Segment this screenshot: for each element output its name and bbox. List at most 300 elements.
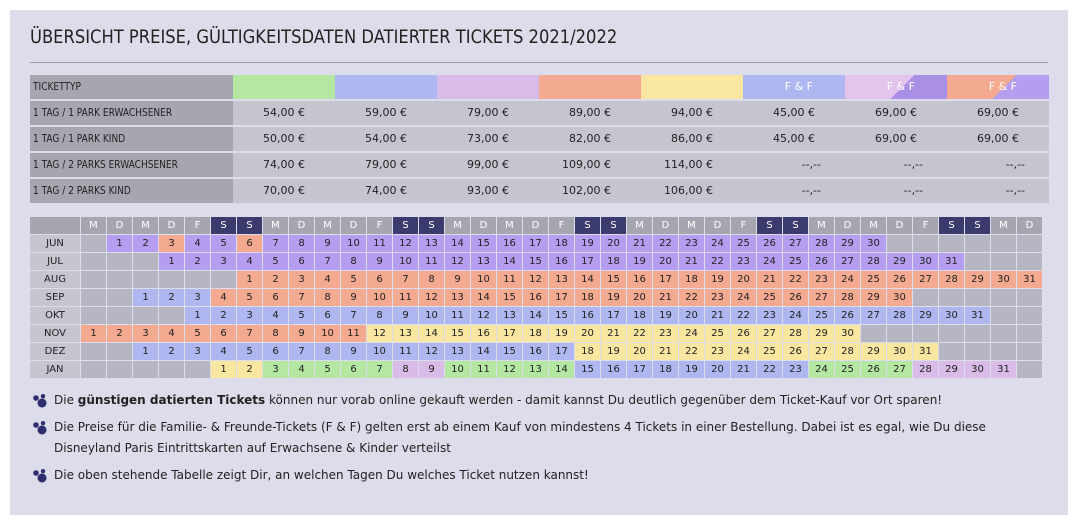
calendar-day: 21 bbox=[627, 235, 652, 252]
calendar-day: 18 bbox=[575, 343, 600, 360]
calendar-day: 7 bbox=[289, 289, 314, 306]
calendar-day: 21 bbox=[653, 343, 678, 360]
calendar-day: 17 bbox=[549, 343, 574, 360]
calendar-empty-day bbox=[133, 361, 158, 378]
calendar-day: 19 bbox=[575, 235, 600, 252]
calendar-day: 5 bbox=[341, 271, 366, 288]
calendar-empty-day bbox=[1017, 307, 1042, 324]
calendar-empty-day bbox=[939, 289, 964, 306]
price-cell: 86,00 € bbox=[641, 127, 743, 151]
calendar-day: 6 bbox=[341, 361, 366, 378]
calendar-day: 14 bbox=[523, 307, 548, 324]
calendar-empty-day bbox=[107, 271, 132, 288]
calendar-day: 3 bbox=[185, 343, 210, 360]
calendar-day: 30 bbox=[991, 271, 1016, 288]
calendar-day: 5 bbox=[263, 253, 288, 270]
calendar-day: 5 bbox=[237, 289, 262, 306]
price-column-header bbox=[437, 75, 539, 99]
calendar-month-row bbox=[30, 235, 1043, 252]
price-cell: 74,00 € bbox=[233, 153, 335, 177]
price-column-header bbox=[335, 75, 437, 99]
price-cell: 50,00 € bbox=[233, 127, 335, 151]
calendar-day: 25 bbox=[861, 271, 886, 288]
price-row bbox=[30, 179, 1049, 203]
weekday-header: M bbox=[133, 217, 158, 234]
calendar-empty-day bbox=[107, 289, 132, 306]
calendar-day: 26 bbox=[731, 325, 756, 342]
calendar-day: 24 bbox=[731, 343, 756, 360]
calendar-day: 19 bbox=[601, 289, 626, 306]
price-cell: 73,00 € bbox=[437, 127, 539, 151]
calendar-empty-day bbox=[185, 271, 210, 288]
calendar-day: 13 bbox=[471, 253, 496, 270]
calendar-day: 7 bbox=[393, 271, 418, 288]
calendar-day: 24 bbox=[835, 271, 860, 288]
calendar-day: 28 bbox=[809, 235, 834, 252]
calendar-day: 3 bbox=[263, 361, 288, 378]
paw-bullet-icon bbox=[32, 394, 50, 408]
price-cell: 74,00 € bbox=[335, 179, 437, 203]
weekday-header: F bbox=[913, 217, 938, 234]
price-cell: 109,00 € bbox=[539, 153, 641, 177]
calendar-day: 19 bbox=[653, 307, 678, 324]
price-cell: --,-- bbox=[743, 179, 845, 203]
calendar-day: 6 bbox=[289, 253, 314, 270]
calendar-day: 2 bbox=[159, 289, 184, 306]
weekday-header: M bbox=[991, 217, 1016, 234]
calendar-day: 22 bbox=[679, 343, 704, 360]
weekday-header: D bbox=[887, 217, 912, 234]
calendar-day: 10 bbox=[315, 325, 340, 342]
calendar-empty-day bbox=[81, 307, 106, 324]
calendar-day: 18 bbox=[549, 235, 574, 252]
calendar-day: 14 bbox=[471, 343, 496, 360]
calendar-day: 5 bbox=[211, 235, 236, 252]
paw-bullet-icon bbox=[32, 469, 50, 483]
weekday-header: M bbox=[315, 217, 340, 234]
calendar-day: 26 bbox=[887, 271, 912, 288]
weekday-header: S bbox=[575, 217, 600, 234]
calendar-day: 11 bbox=[393, 289, 418, 306]
calendar-empty-day bbox=[211, 271, 236, 288]
calendar-empty-day bbox=[939, 343, 964, 360]
calendar-month-row bbox=[30, 343, 1043, 360]
calendar-day: 11 bbox=[497, 271, 522, 288]
price-cell: 94,00 € bbox=[641, 101, 743, 125]
calendar-day: 1 bbox=[107, 235, 132, 252]
calendar-day: 31 bbox=[1017, 271, 1042, 288]
month-label: NOV bbox=[30, 325, 80, 342]
weekday-header: M bbox=[627, 217, 652, 234]
calendar-day: 6 bbox=[263, 289, 288, 306]
price-row-label bbox=[30, 179, 233, 203]
calendar-day: 29 bbox=[913, 307, 938, 324]
header-ticket-type-label: TICKETTYP bbox=[33, 80, 81, 93]
weekday-header: D bbox=[705, 217, 730, 234]
calendar-day: 7 bbox=[341, 307, 366, 324]
calendar-day: 6 bbox=[367, 271, 392, 288]
calendar-month-row bbox=[30, 289, 1043, 306]
calendar-day: 9 bbox=[341, 343, 366, 360]
weekday-header: D bbox=[341, 217, 366, 234]
calendar-day: 19 bbox=[679, 361, 704, 378]
price-cell: 79,00 € bbox=[335, 153, 437, 177]
price-cell: 82,00 € bbox=[539, 127, 641, 151]
calendar-day: 26 bbox=[783, 343, 808, 360]
calendar-day: 29 bbox=[965, 271, 990, 288]
calendar-empty-day bbox=[913, 235, 938, 252]
calendar-day: 4 bbox=[159, 325, 184, 342]
calendar-day: 11 bbox=[419, 253, 444, 270]
calendar-day: 12 bbox=[445, 253, 470, 270]
calendar-day: 27 bbox=[809, 343, 834, 360]
calendar-empty-day bbox=[81, 271, 106, 288]
calendar-day: 28 bbox=[861, 253, 886, 270]
calendar-empty-day bbox=[1017, 361, 1042, 378]
calendar-day: 24 bbox=[705, 235, 730, 252]
calendar-day: 28 bbox=[835, 289, 860, 306]
calendar-day: 18 bbox=[679, 271, 704, 288]
calendar-day: 12 bbox=[393, 235, 418, 252]
calendar-day: 21 bbox=[757, 271, 782, 288]
calendar-day: 13 bbox=[497, 307, 522, 324]
calendar-day: 13 bbox=[523, 361, 548, 378]
validity-calendar bbox=[30, 217, 1043, 379]
calendar-day: 19 bbox=[705, 271, 730, 288]
calendar-day: 22 bbox=[731, 307, 756, 324]
calendar-day: 2 bbox=[159, 343, 184, 360]
calendar-day: 11 bbox=[393, 343, 418, 360]
calendar-day: 14 bbox=[549, 361, 574, 378]
calendar-day: 23 bbox=[679, 235, 704, 252]
calendar-empty-day bbox=[185, 361, 210, 378]
calendar-day: 23 bbox=[731, 253, 756, 270]
calendar-day: 14 bbox=[575, 271, 600, 288]
price-cell: 93,00 € bbox=[437, 179, 539, 203]
weekday-header: S bbox=[211, 217, 236, 234]
calendar-day: 31 bbox=[939, 253, 964, 270]
weekday-header: S bbox=[237, 217, 262, 234]
calendar-day: 3 bbox=[185, 289, 210, 306]
calendar-day: 20 bbox=[575, 325, 600, 342]
calendar-day: 22 bbox=[783, 271, 808, 288]
calendar-day: 24 bbox=[679, 325, 704, 342]
weekday-header: D bbox=[835, 217, 860, 234]
calendar-empty-day bbox=[1017, 235, 1042, 252]
calendar-day: 24 bbox=[809, 361, 834, 378]
calendar-day: 25 bbox=[757, 343, 782, 360]
calendar-day: 10 bbox=[367, 343, 392, 360]
calendar-day: 31 bbox=[913, 343, 938, 360]
calendar-day: 9 bbox=[393, 307, 418, 324]
calendar-day: 28 bbox=[887, 307, 912, 324]
month-label: DEZ bbox=[30, 343, 80, 360]
calendar-day: 3 bbox=[159, 235, 184, 252]
calendar-day: 8 bbox=[289, 235, 314, 252]
calendar-day: 15 bbox=[445, 325, 470, 342]
calendar-empty-day bbox=[887, 325, 912, 342]
weekday-header: S bbox=[757, 217, 782, 234]
calendar-day: 12 bbox=[419, 343, 444, 360]
month-label: JUL bbox=[30, 253, 80, 270]
price-column-header bbox=[233, 75, 335, 99]
calendar-day: 23 bbox=[705, 289, 730, 306]
header-ticket-type bbox=[30, 75, 233, 99]
calendar-empty-day bbox=[1017, 289, 1042, 306]
note-bold-text: günstigen datierten Tickets bbox=[77, 393, 266, 407]
weekday-header: D bbox=[107, 217, 132, 234]
calendar-day: 29 bbox=[861, 343, 886, 360]
calendar-day: 21 bbox=[731, 361, 756, 378]
calendar-day: 11 bbox=[445, 307, 470, 324]
note-item bbox=[32, 390, 1032, 411]
price-cell: 70,00 € bbox=[233, 179, 335, 203]
calendar-day: 10 bbox=[471, 271, 496, 288]
calendar-day: 8 bbox=[315, 289, 340, 306]
calendar-day: 9 bbox=[341, 289, 366, 306]
calendar-empty-day bbox=[913, 289, 938, 306]
weekday-header-row bbox=[30, 217, 1043, 234]
calendar-day: 27 bbox=[783, 235, 808, 252]
calendar-day: 28 bbox=[835, 343, 860, 360]
calendar-day: 14 bbox=[419, 325, 444, 342]
calendar-day: 25 bbox=[835, 361, 860, 378]
price-cell: 69,00 € bbox=[845, 127, 947, 151]
weekday-header: S bbox=[965, 217, 990, 234]
calendar-day: 30 bbox=[965, 361, 990, 378]
calendar-day: 13 bbox=[445, 289, 470, 306]
calendar-day: 21 bbox=[601, 325, 626, 342]
calendar-day: 20 bbox=[731, 271, 756, 288]
calendar-day: 2 bbox=[263, 271, 288, 288]
calendar-day: 8 bbox=[419, 271, 444, 288]
weekday-header: D bbox=[289, 217, 314, 234]
calendar-day: 1 bbox=[185, 307, 210, 324]
price-row bbox=[30, 101, 1049, 125]
calendar-day: 18 bbox=[601, 253, 626, 270]
calendar-day: 24 bbox=[757, 253, 782, 270]
calendar-day: 10 bbox=[367, 289, 392, 306]
calendar-day: 8 bbox=[263, 325, 288, 342]
calendar-day: 17 bbox=[601, 307, 626, 324]
weekday-header: M bbox=[263, 217, 288, 234]
month-label: OKT bbox=[30, 307, 80, 324]
calendar-day: 21 bbox=[705, 307, 730, 324]
price-row-label bbox=[30, 101, 233, 125]
calendar-day: 29 bbox=[835, 235, 860, 252]
calendar-day: 30 bbox=[913, 253, 938, 270]
weekday-header: F bbox=[367, 217, 392, 234]
calendar-day: 22 bbox=[679, 289, 704, 306]
calendar-day: 16 bbox=[601, 361, 626, 378]
calendar-empty-day bbox=[159, 307, 184, 324]
calendar-empty-day bbox=[965, 325, 990, 342]
weekday-header: M bbox=[81, 217, 106, 234]
price-cell: 59,00 € bbox=[335, 101, 437, 125]
calendar-empty-day bbox=[81, 253, 106, 270]
note-text: Die bbox=[54, 393, 78, 407]
calendar-empty-day bbox=[991, 235, 1016, 252]
calendar-day: 18 bbox=[523, 325, 548, 342]
calendar-empty-day bbox=[939, 235, 964, 252]
calendar-day: 26 bbox=[835, 307, 860, 324]
calendar-day: 22 bbox=[627, 325, 652, 342]
price-cell: 45,00 € bbox=[743, 101, 845, 125]
price-row-label bbox=[30, 153, 233, 177]
calendar-day: 6 bbox=[263, 343, 288, 360]
calendar-day: 20 bbox=[627, 289, 652, 306]
calendar-day: 7 bbox=[237, 325, 262, 342]
calendar-day: 10 bbox=[419, 307, 444, 324]
weekday-header: D bbox=[653, 217, 678, 234]
calendar-month-row bbox=[30, 361, 1043, 378]
calendar-day: 14 bbox=[445, 235, 470, 252]
calendar-day: 25 bbox=[809, 307, 834, 324]
calendar-day: 2 bbox=[237, 361, 262, 378]
price-cell: 54,00 € bbox=[233, 101, 335, 125]
weekday-header: S bbox=[601, 217, 626, 234]
paw-bullet-icon bbox=[32, 421, 50, 435]
calendar-day: 27 bbox=[887, 361, 912, 378]
calendar-day: 30 bbox=[939, 307, 964, 324]
calendar-day: 23 bbox=[809, 271, 834, 288]
calendar-day: 30 bbox=[887, 289, 912, 306]
calendar-month-row bbox=[30, 271, 1043, 288]
calendar-day: 28 bbox=[783, 325, 808, 342]
price-cell: --,-- bbox=[947, 153, 1049, 177]
calendar-empty-day bbox=[991, 343, 1016, 360]
note-text: Die oben stehende Tabelle zeigt Dir, an welchen Tagen Du welches Ticket nutzen kannst! bbox=[54, 468, 589, 482]
price-column-header bbox=[641, 75, 743, 99]
calendar-day: 16 bbox=[523, 289, 548, 306]
calendar-day: 10 bbox=[445, 361, 470, 378]
calendar-day: 9 bbox=[445, 271, 470, 288]
calendar-day: 4 bbox=[211, 343, 236, 360]
calendar-day: 13 bbox=[393, 325, 418, 342]
weekday-header: M bbox=[809, 217, 834, 234]
price-cell: 114,00 € bbox=[641, 153, 743, 177]
calendar-day: 27 bbox=[835, 253, 860, 270]
month-label: JAN bbox=[30, 361, 80, 378]
price-column-header bbox=[539, 75, 641, 99]
calendar-day: 17 bbox=[575, 253, 600, 270]
calendar-day: 10 bbox=[341, 235, 366, 252]
calendar-day: 8 bbox=[393, 361, 418, 378]
calendar-day: 20 bbox=[627, 343, 652, 360]
calendar-day: 4 bbox=[237, 253, 262, 270]
price-row-label-text: 1 TAG / 2 PARKS KIND bbox=[33, 184, 131, 197]
price-cell: --,-- bbox=[743, 153, 845, 177]
calendar-day: 15 bbox=[549, 307, 574, 324]
calendar-day: 17 bbox=[653, 271, 678, 288]
calendar-day: 15 bbox=[497, 289, 522, 306]
calendar-day: 16 bbox=[549, 253, 574, 270]
calendar-corner bbox=[30, 217, 80, 234]
calendar-day: 18 bbox=[653, 361, 678, 378]
price-column-header: F & F bbox=[947, 75, 1049, 99]
calendar-day: 29 bbox=[809, 325, 834, 342]
price-header-row bbox=[30, 75, 1049, 99]
weekday-header: M bbox=[497, 217, 522, 234]
calendar-day: 28 bbox=[939, 271, 964, 288]
calendar-day: 3 bbox=[289, 271, 314, 288]
weekday-header: D bbox=[159, 217, 184, 234]
price-cell: 79,00 € bbox=[437, 101, 539, 125]
calendar-empty-day bbox=[965, 253, 990, 270]
calendar-day: 4 bbox=[315, 271, 340, 288]
calendar-day: 20 bbox=[705, 361, 730, 378]
calendar-day: 1 bbox=[81, 325, 106, 342]
calendar-day: 1 bbox=[159, 253, 184, 270]
price-cell: 54,00 € bbox=[335, 127, 437, 151]
calendar-day: 7 bbox=[315, 253, 340, 270]
calendar-day: 12 bbox=[367, 325, 392, 342]
price-cell: 69,00 € bbox=[845, 101, 947, 125]
calendar-day: 16 bbox=[575, 307, 600, 324]
calendar-day: 14 bbox=[497, 253, 522, 270]
calendar-empty-day bbox=[991, 289, 1016, 306]
calendar-empty-day bbox=[107, 343, 132, 360]
calendar-day: 22 bbox=[653, 235, 678, 252]
calendar-empty-day bbox=[991, 307, 1016, 324]
calendar-month-row bbox=[30, 307, 1043, 324]
calendar-day: 13 bbox=[445, 343, 470, 360]
calendar-day: 15 bbox=[601, 271, 626, 288]
calendar-empty-day bbox=[107, 307, 132, 324]
calendar-day: 1 bbox=[133, 343, 158, 360]
calendar-day: 29 bbox=[939, 361, 964, 378]
price-cell: 45,00 € bbox=[743, 127, 845, 151]
calendar-day: 11 bbox=[367, 235, 392, 252]
calendar-empty-day bbox=[159, 271, 184, 288]
calendar-day: 22 bbox=[705, 253, 730, 270]
calendar-day: 17 bbox=[627, 361, 652, 378]
calendar-empty-day bbox=[991, 325, 1016, 342]
calendar-month-row bbox=[30, 253, 1043, 270]
weekday-header: S bbox=[939, 217, 964, 234]
price-cell: 99,00 € bbox=[437, 153, 539, 177]
calendar-day: 1 bbox=[237, 271, 262, 288]
calendar-day: 26 bbox=[783, 289, 808, 306]
calendar-day: 28 bbox=[913, 361, 938, 378]
calendar-empty-day bbox=[965, 289, 990, 306]
weekday-header: S bbox=[419, 217, 444, 234]
calendar-empty-day bbox=[861, 325, 886, 342]
calendar-day: 15 bbox=[523, 253, 548, 270]
calendar-empty-day bbox=[1017, 343, 1042, 360]
calendar-day: 8 bbox=[315, 343, 340, 360]
page-title: ÜBERSICHT PREISE, GÜLTIGKEITSDATEN DATIERTER TICKETS 2021/2022 bbox=[30, 26, 618, 48]
notes-list bbox=[32, 390, 1032, 492]
note-item bbox=[32, 465, 1032, 486]
calendar-empty-day bbox=[965, 343, 990, 360]
weekday-header: D bbox=[471, 217, 496, 234]
calendar-day: 11 bbox=[471, 361, 496, 378]
calendar-day: 23 bbox=[705, 343, 730, 360]
calendar-day: 4 bbox=[289, 361, 314, 378]
price-row-label-text: 1 TAG / 2 PARKS ERWACHSENER bbox=[33, 158, 178, 171]
price-cell: --,-- bbox=[947, 179, 1049, 203]
calendar-day: 30 bbox=[835, 325, 860, 342]
calendar-day: 26 bbox=[861, 361, 886, 378]
month-label: SEP bbox=[30, 289, 80, 306]
calendar-day: 25 bbox=[705, 325, 730, 342]
calendar-day: 9 bbox=[367, 253, 392, 270]
calendar-day: 20 bbox=[679, 307, 704, 324]
calendar-empty-day bbox=[81, 289, 106, 306]
price-cell: --,-- bbox=[845, 153, 947, 177]
month-label: JUN bbox=[30, 235, 80, 252]
